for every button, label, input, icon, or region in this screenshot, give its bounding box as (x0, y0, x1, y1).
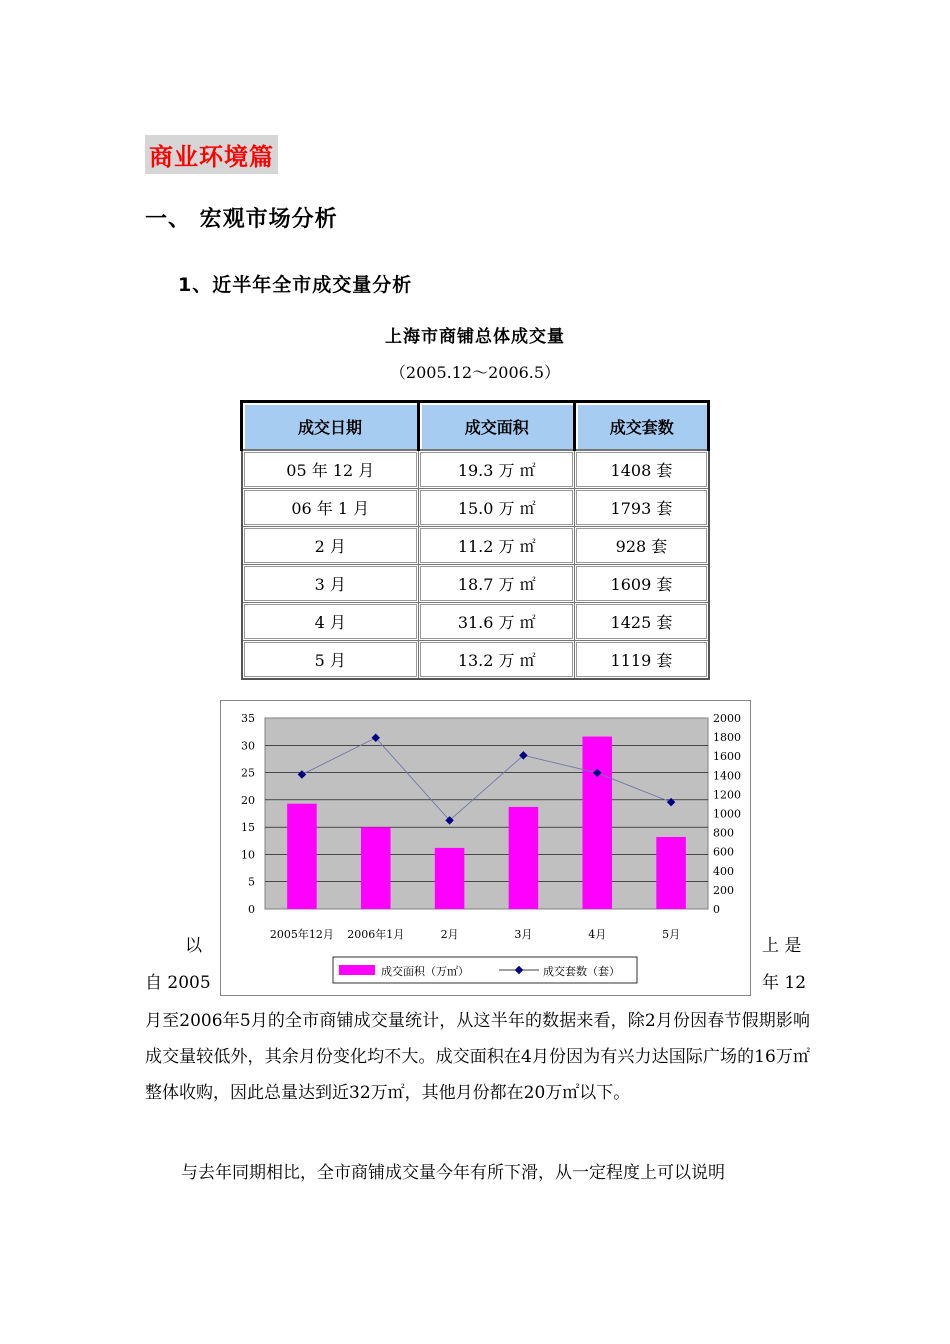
y-right-tick-label: 600 (713, 845, 734, 859)
cell-date: 3 月 (242, 565, 419, 603)
para-fragment: 以 (185, 936, 202, 956)
y-left-tick-label: 30 (241, 739, 255, 753)
bar (287, 804, 317, 909)
cell-area: 19.3 万 ㎡ (419, 450, 575, 489)
table-title: 上海市商铺总体成交量 (385, 327, 565, 347)
heading-macro-analysis: 一、 宏观市场分析 (145, 207, 338, 232)
y-right-tick-label: 400 (713, 864, 734, 878)
y-right-tick-label: 800 (713, 826, 734, 840)
cell-date: 05 年 12 月 (242, 450, 419, 489)
y-left-tick-label: 35 (241, 712, 255, 725)
y-left-tick-label: 5 (248, 875, 255, 889)
bar (509, 807, 539, 909)
cell-count: 1425 套 (575, 603, 709, 641)
y-right-tick-label: 2000 (713, 712, 741, 725)
table-row (242, 527, 709, 565)
transaction-table (240, 400, 710, 680)
bar (656, 837, 686, 909)
table-row (242, 603, 709, 641)
x-tick-label: 2006年1月 (347, 928, 405, 941)
y-right-tick-label: 0 (713, 903, 720, 916)
y-left-tick-label: 20 (241, 793, 255, 807)
y-left-tick-label: 15 (241, 821, 255, 835)
cell-count: 1609 套 (575, 565, 709, 603)
y-right-tick-label: 1800 (713, 731, 741, 745)
x-tick-label: 2005年12月 (269, 928, 334, 941)
section-label: 商业环境篇 (145, 135, 278, 174)
y-left-tick-label: 0 (248, 903, 255, 916)
plot-area (265, 718, 708, 909)
cell-count: 1119 套 (575, 641, 709, 680)
cell-date: 2 月 (242, 527, 419, 565)
legend-bar-swatch (339, 965, 375, 975)
table-row (242, 450, 709, 489)
table-row (242, 565, 709, 603)
table-subtitle: （2005.12～2006.5） (389, 363, 561, 382)
table-row (242, 641, 709, 680)
legend-label: 成交面积（万㎡） (381, 965, 469, 978)
para-fragment: 年 12 (762, 973, 807, 993)
cell-area: 13.2 万 ㎡ (419, 641, 575, 680)
cell-count: 928 套 (575, 527, 709, 565)
bar (435, 848, 465, 909)
para-fragment: 上 是 (762, 936, 802, 956)
header-area: 成交面积 (419, 402, 575, 451)
x-tick-label: 4月 (588, 928, 607, 941)
cell-count: 1793 套 (575, 489, 709, 527)
cell-area: 31.6 万 ㎡ (419, 603, 575, 641)
combo-chart (221, 701, 750, 995)
y-right-tick-label: 200 (713, 883, 734, 897)
header-count: 成交套数 (575, 402, 709, 451)
bar (582, 737, 612, 909)
paragraph-body: 月至2006年5月的全市商铺成交量统计，从这半年的数据来看，除2月份因春节假期影响成交量较低外，其余月份变化均不大。成交面积在4月份因为有兴力达国际广场的16万㎡整体收购，因此总量达到近32万㎡，其他月份都在20万㎡以下。 (145, 1011, 810, 1103)
x-tick-label: 2月 (440, 928, 459, 941)
cell-date: 4 月 (242, 603, 419, 641)
table-header-row (242, 402, 709, 451)
y-left-tick-label: 10 (241, 848, 255, 862)
x-tick-label: 3月 (514, 928, 533, 941)
paragraph-second: 与去年同期相比，全市商铺成交量今年有所下滑，从一定程度上可以说明 (181, 1163, 725, 1183)
y-right-tick-label: 1000 (713, 807, 741, 821)
para-fragment: 自 2005 (145, 973, 211, 993)
chart-container (220, 700, 751, 996)
y-right-tick-label: 1400 (713, 769, 741, 783)
cell-area: 11.2 万 ㎡ (419, 527, 575, 565)
cell-date: 5 月 (242, 641, 419, 680)
cell-area: 15.0 万 ㎡ (419, 489, 575, 527)
x-tick-label: 5月 (662, 928, 681, 941)
header-date: 成交日期 (242, 402, 419, 451)
bar (361, 827, 391, 909)
y-right-tick-label: 1200 (713, 788, 741, 802)
y-left-tick-label: 25 (241, 766, 255, 780)
heading-volume-analysis: 1、近半年全市成交量分析 (178, 274, 413, 296)
table-row (242, 489, 709, 527)
cell-count: 1408 套 (575, 450, 709, 489)
cell-date: 06 年 1 月 (242, 489, 419, 527)
cell-area: 18.7 万 ㎡ (419, 565, 575, 603)
legend-label: 成交套数（套） (543, 965, 620, 978)
y-right-tick-label: 1600 (713, 750, 741, 764)
